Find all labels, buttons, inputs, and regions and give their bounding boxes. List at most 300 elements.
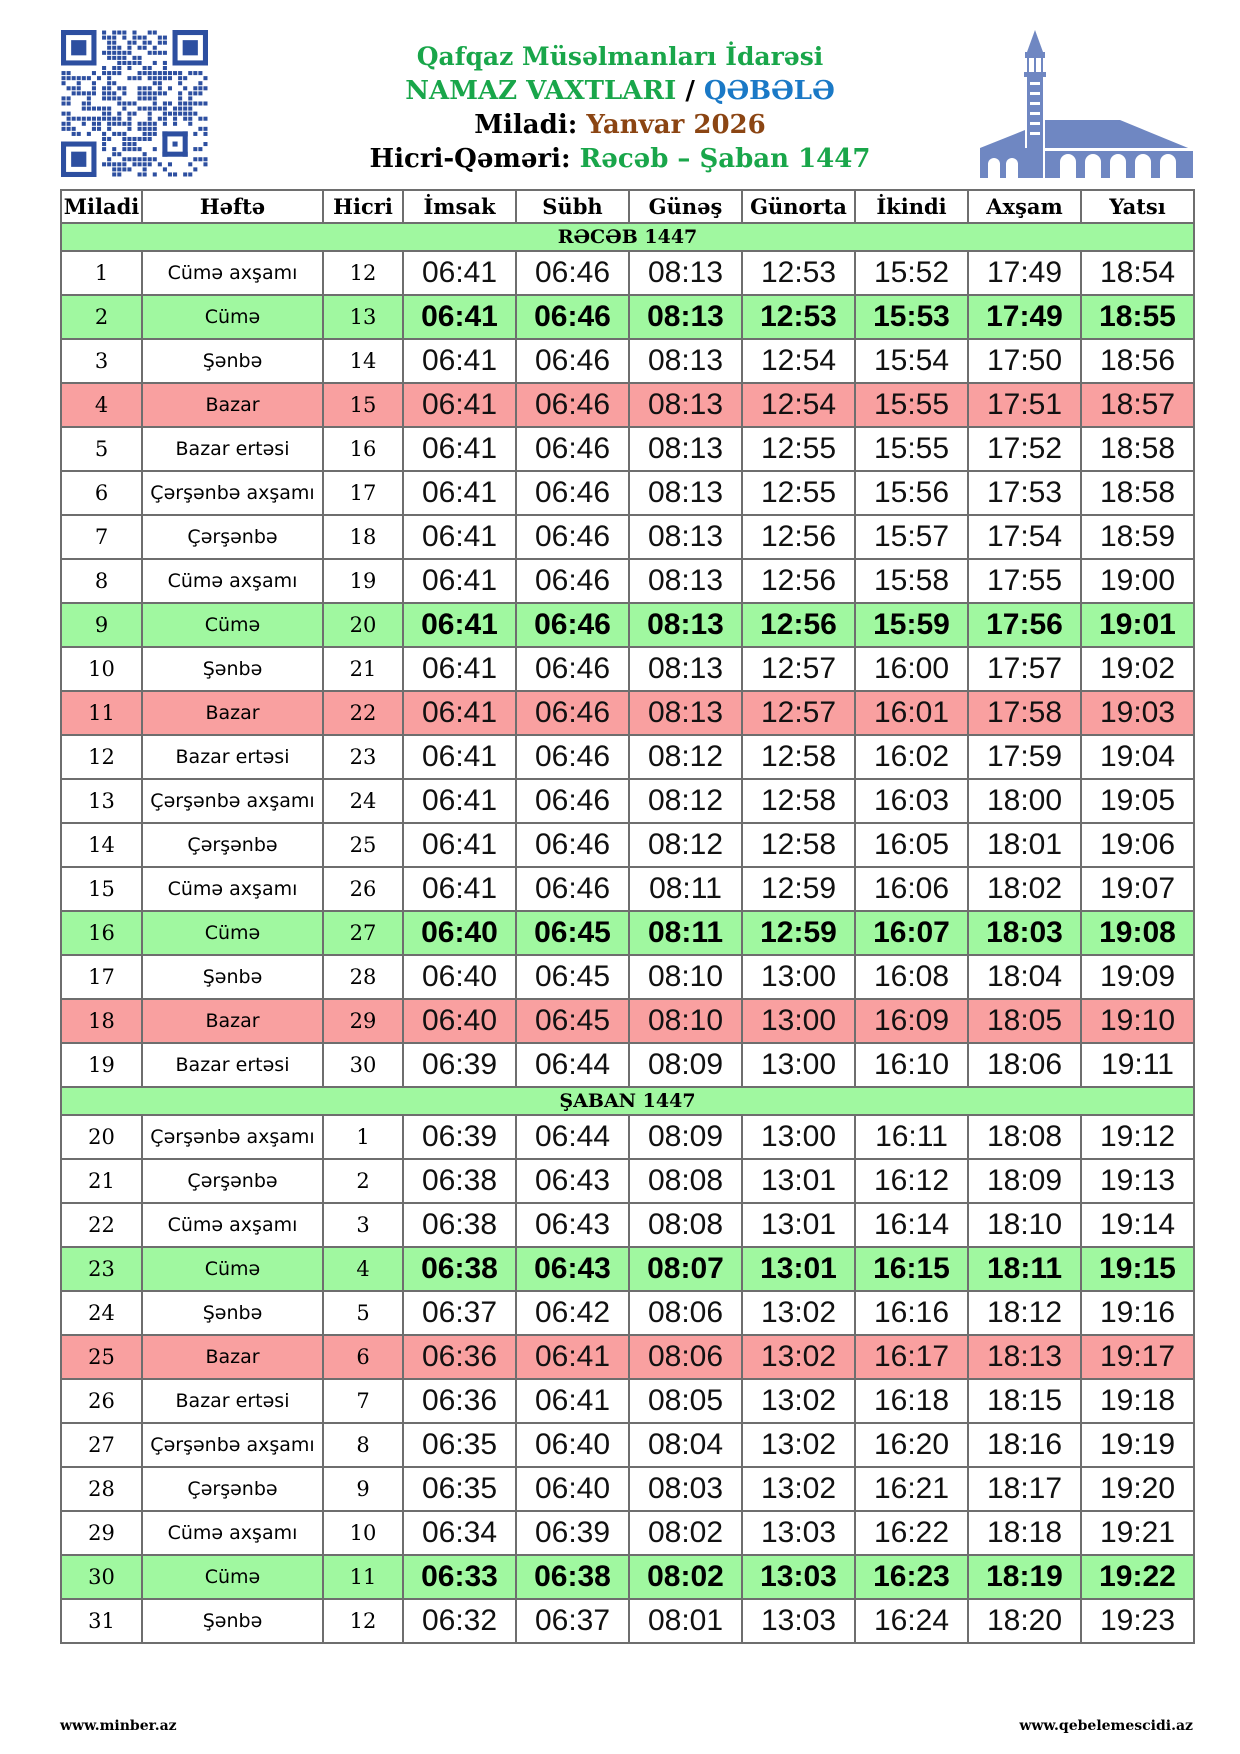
table-header-row [61, 190, 1194, 223]
gregorian-day: 31 [61, 1599, 142, 1643]
weekday: Bazar [142, 691, 323, 735]
imsak-time: 06:35 [403, 1423, 516, 1467]
yatsi-time: 19:00 [1081, 559, 1194, 603]
gunes-time: 08:13 [629, 691, 742, 735]
weekday: Çərşənbə [142, 1467, 323, 1511]
subh-time: 06:46 [516, 647, 629, 691]
axsam-time: 17:55 [968, 559, 1081, 603]
subh-time: 06:41 [516, 1379, 629, 1423]
yatsi-time: 19:06 [1081, 823, 1194, 867]
gunorta-time: 12:56 [742, 559, 855, 603]
gregorian-day: 7 [61, 515, 142, 559]
gregorian-day: 30 [61, 1555, 142, 1599]
axsam-time: 18:03 [968, 911, 1081, 955]
hijri-day: 9 [323, 1467, 403, 1511]
table-row [61, 691, 1194, 735]
axsam-time: 17:56 [968, 603, 1081, 647]
yatsi-time: 18:56 [1081, 339, 1194, 383]
gunorta-time: 12:58 [742, 735, 855, 779]
yatsi-time: 19:21 [1081, 1511, 1194, 1555]
miladi-value: Yanvar 2026 [586, 110, 766, 140]
title-text: NAMAZ VAXTLARI [405, 76, 677, 106]
axsam-time: 18:19 [968, 1555, 1081, 1599]
gregorian-day: 14 [61, 823, 142, 867]
gregorian-day: 22 [61, 1203, 142, 1247]
imsak-time: 06:35 [403, 1467, 516, 1511]
gunes-time: 08:13 [629, 647, 742, 691]
yatsi-time: 19:04 [1081, 735, 1194, 779]
footer-right-link[interactable]: www.qebelemescidi.az [1019, 1718, 1193, 1734]
hijri-month [300, 142, 940, 176]
hijri-day: 4 [323, 1247, 403, 1291]
gunorta-time: 13:02 [742, 1423, 855, 1467]
subh-time: 06:45 [516, 911, 629, 955]
subh-time: 06:39 [516, 1511, 629, 1555]
gunorta-time: 12:54 [742, 339, 855, 383]
gunes-time: 08:11 [629, 867, 742, 911]
ikindi-time: 16:21 [855, 1467, 968, 1511]
hijri-day: 6 [323, 1335, 403, 1379]
gunorta-time: 12:59 [742, 911, 855, 955]
yatsi-time: 18:58 [1081, 427, 1194, 471]
hijri-day: 21 [323, 647, 403, 691]
weekday: Çərşənbə [142, 823, 323, 867]
subh-time: 06:46 [516, 735, 629, 779]
hijri-day: 14 [323, 339, 403, 383]
axsam-time: 18:12 [968, 1291, 1081, 1335]
weekday: Cümə axşamı [142, 1511, 323, 1555]
subh-time: 06:45 [516, 999, 629, 1043]
weekday: Cümə axşamı [142, 559, 323, 603]
weekday: Çərşənbə [142, 515, 323, 559]
table-row [61, 1599, 1194, 1643]
column-header: Günorta [742, 190, 855, 223]
table-row [61, 427, 1194, 471]
table-row [61, 383, 1194, 427]
subh-time: 06:46 [516, 779, 629, 823]
yatsi-time: 19:07 [1081, 867, 1194, 911]
hijri-day: 22 [323, 691, 403, 735]
ikindi-time: 15:58 [855, 559, 968, 603]
gunes-time: 08:11 [629, 911, 742, 955]
subh-time: 06:45 [516, 955, 629, 999]
gregorian-day: 13 [61, 779, 142, 823]
yatsi-time: 19:03 [1081, 691, 1194, 735]
subh-time: 06:46 [516, 823, 629, 867]
table-row [61, 295, 1194, 339]
gunes-time: 08:06 [629, 1291, 742, 1335]
imsak-time: 06:36 [403, 1335, 516, 1379]
prayer-times-table [60, 189, 1195, 1644]
weekday: Bazar ertəsi [142, 735, 323, 779]
yatsi-time: 19:12 [1081, 1115, 1194, 1159]
weekday: Bazar ertəsi [142, 1043, 323, 1087]
imsak-time: 06:41 [403, 691, 516, 735]
table-row [61, 1291, 1194, 1335]
ikindi-time: 16:24 [855, 1599, 968, 1643]
gunorta-time: 12:57 [742, 647, 855, 691]
gunes-time: 08:03 [629, 1467, 742, 1511]
axsam-time: 17:59 [968, 735, 1081, 779]
hijri-day: 8 [323, 1423, 403, 1467]
axsam-time: 17:57 [968, 647, 1081, 691]
subh-time: 06:46 [516, 471, 629, 515]
hijri-day: 5 [323, 1291, 403, 1335]
gregorian-day: 8 [61, 559, 142, 603]
hijri-day: 26 [323, 867, 403, 911]
axsam-time: 17:53 [968, 471, 1081, 515]
table-row [61, 1511, 1194, 1555]
weekday: Şənbə [142, 339, 323, 383]
weekday: Şənbə [142, 1291, 323, 1335]
gunorta-time: 12:54 [742, 383, 855, 427]
gregorian-day: 16 [61, 911, 142, 955]
gunes-time: 08:10 [629, 955, 742, 999]
yatsi-time: 19:05 [1081, 779, 1194, 823]
gregorian-day: 29 [61, 1511, 142, 1555]
ikindi-time: 16:12 [855, 1159, 968, 1203]
table-row [61, 1423, 1194, 1467]
imsak-time: 06:40 [403, 911, 516, 955]
gunorta-time: 13:01 [742, 1159, 855, 1203]
subh-time: 06:41 [516, 1335, 629, 1379]
gunorta-time: 13:02 [742, 1335, 855, 1379]
table-row [61, 955, 1194, 999]
ikindi-time: 16:22 [855, 1511, 968, 1555]
gunorta-time: 12:55 [742, 471, 855, 515]
gunes-time: 08:13 [629, 471, 742, 515]
weekday: Cümə axşamı [142, 251, 323, 295]
axsam-time: 17:49 [968, 251, 1081, 295]
document-title [300, 74, 940, 108]
subh-time: 06:44 [516, 1043, 629, 1087]
subh-time: 06:46 [516, 691, 629, 735]
axsam-time: 17:51 [968, 383, 1081, 427]
miladi-label: Miladi: [474, 110, 578, 140]
gregorian-day: 3 [61, 339, 142, 383]
axsam-time: 18:17 [968, 1467, 1081, 1511]
axsam-time: 18:18 [968, 1511, 1081, 1555]
hijri-day: 1 [323, 1115, 403, 1159]
table-row [61, 471, 1194, 515]
imsak-time: 06:34 [403, 1511, 516, 1555]
gunorta-time: 13:02 [742, 1291, 855, 1335]
axsam-time: 18:00 [968, 779, 1081, 823]
imsak-time: 06:41 [403, 471, 516, 515]
column-header: Sübh [516, 190, 629, 223]
ikindi-time: 16:03 [855, 779, 968, 823]
gregorian-day: 24 [61, 1291, 142, 1335]
gunes-time: 08:12 [629, 779, 742, 823]
subh-time: 06:46 [516, 603, 629, 647]
gunorta-time: 13:00 [742, 955, 855, 999]
gunes-time: 08:10 [629, 999, 742, 1043]
weekday: Çərşənbə axşamı [142, 1115, 323, 1159]
ikindi-time: 16:09 [855, 999, 968, 1043]
weekday: Cümə axşamı [142, 867, 323, 911]
axsam-time: 18:09 [968, 1159, 1081, 1203]
hijri-day: 3 [323, 1203, 403, 1247]
axsam-time: 17:54 [968, 515, 1081, 559]
hijri-day: 18 [323, 515, 403, 559]
ikindi-time: 16:11 [855, 1115, 968, 1159]
imsak-time: 06:41 [403, 383, 516, 427]
axsam-time: 17:49 [968, 295, 1081, 339]
table-row [61, 559, 1194, 603]
hijri-day: 25 [323, 823, 403, 867]
gregorian-day: 2 [61, 295, 142, 339]
gunes-time: 08:05 [629, 1379, 742, 1423]
ikindi-time: 16:16 [855, 1291, 968, 1335]
imsak-time: 06:37 [403, 1291, 516, 1335]
imsak-time: 06:41 [403, 735, 516, 779]
ikindi-time: 16:01 [855, 691, 968, 735]
ikindi-time: 15:55 [855, 427, 968, 471]
imsak-time: 06:38 [403, 1203, 516, 1247]
gunorta-time: 12:53 [742, 295, 855, 339]
month-section-header [61, 223, 1194, 251]
yatsi-time: 18:59 [1081, 515, 1194, 559]
column-header: Günəş [629, 190, 742, 223]
gunorta-time: 13:02 [742, 1467, 855, 1511]
imsak-time: 06:39 [403, 1043, 516, 1087]
axsam-time: 18:08 [968, 1115, 1081, 1159]
imsak-time: 06:40 [403, 999, 516, 1043]
gunorta-time: 12:56 [742, 515, 855, 559]
weekday: Çərşənbə [142, 1159, 323, 1203]
gunorta-time: 12:59 [742, 867, 855, 911]
axsam-time: 18:10 [968, 1203, 1081, 1247]
axsam-time: 17:50 [968, 339, 1081, 383]
weekday: Bazar [142, 383, 323, 427]
table-row [61, 1203, 1194, 1247]
hijri-day: 19 [323, 559, 403, 603]
table-row [61, 339, 1194, 383]
ikindi-time: 16:23 [855, 1555, 968, 1599]
hijri-day: 7 [323, 1379, 403, 1423]
column-header: Axşam [968, 190, 1081, 223]
subh-time: 06:46 [516, 867, 629, 911]
imsak-time: 06:33 [403, 1555, 516, 1599]
gunes-time: 08:02 [629, 1511, 742, 1555]
gunes-time: 08:08 [629, 1159, 742, 1203]
gregorian-day: 21 [61, 1159, 142, 1203]
table-row [61, 647, 1194, 691]
subh-time: 06:43 [516, 1159, 629, 1203]
subh-time: 06:44 [516, 1115, 629, 1159]
axsam-time: 18:15 [968, 1379, 1081, 1423]
table-row [61, 1467, 1194, 1511]
yatsi-time: 19:11 [1081, 1043, 1194, 1087]
hijri-day: 10 [323, 1511, 403, 1555]
gunorta-time: 13:02 [742, 1379, 855, 1423]
subh-time: 06:46 [516, 383, 629, 427]
gregorian-day: 10 [61, 647, 142, 691]
table-row [61, 1043, 1194, 1087]
gregorian-day: 26 [61, 1379, 142, 1423]
imsak-time: 06:41 [403, 339, 516, 383]
mosque-logo-icon [980, 30, 1193, 178]
gunes-time: 08:13 [629, 251, 742, 295]
subh-time: 06:46 [516, 295, 629, 339]
table-row [61, 1247, 1194, 1291]
month-section-header [61, 1087, 1194, 1115]
axsam-time: 17:58 [968, 691, 1081, 735]
ikindi-time: 16:17 [855, 1335, 968, 1379]
yatsi-time: 18:55 [1081, 295, 1194, 339]
hijri-day: 28 [323, 955, 403, 999]
hijri-day: 12 [323, 1599, 403, 1643]
table-row [61, 823, 1194, 867]
gunes-time: 08:06 [629, 1335, 742, 1379]
weekday: Cümə [142, 295, 323, 339]
gunes-time: 08:13 [629, 515, 742, 559]
yatsi-time: 19:22 [1081, 1555, 1194, 1599]
gunes-time: 08:08 [629, 1203, 742, 1247]
subh-time: 06:43 [516, 1247, 629, 1291]
gregorian-day: 23 [61, 1247, 142, 1291]
axsam-time: 18:02 [968, 867, 1081, 911]
footer-left-link[interactable]: www.minber.az [60, 1718, 177, 1734]
subh-time: 06:38 [516, 1555, 629, 1599]
imsak-time: 06:38 [403, 1247, 516, 1291]
gregorian-day: 27 [61, 1423, 142, 1467]
gregorian-day: 28 [61, 1467, 142, 1511]
gunes-time: 08:13 [629, 339, 742, 383]
gunes-time: 08:02 [629, 1555, 742, 1599]
gunes-time: 08:04 [629, 1423, 742, 1467]
ikindi-time: 15:52 [855, 251, 968, 295]
gunes-time: 08:09 [629, 1043, 742, 1087]
axsam-time: 18:05 [968, 999, 1081, 1043]
table-row [61, 735, 1194, 779]
hijri-day: 23 [323, 735, 403, 779]
yatsi-time: 19:08 [1081, 911, 1194, 955]
ikindi-time: 15:56 [855, 471, 968, 515]
table-row [61, 1555, 1194, 1599]
ikindi-time: 15:53 [855, 295, 968, 339]
gunes-time: 08:12 [629, 823, 742, 867]
hijri-day: 27 [323, 911, 403, 955]
axsam-time: 17:52 [968, 427, 1081, 471]
hicri-value: Rəcəb – Şaban 1447 [579, 144, 871, 174]
table-row [61, 779, 1194, 823]
subh-time: 06:40 [516, 1423, 629, 1467]
gregorian-day: 15 [61, 867, 142, 911]
hijri-day: 13 [323, 295, 403, 339]
imsak-time: 06:40 [403, 955, 516, 999]
table-row [61, 251, 1194, 295]
imsak-time: 06:41 [403, 603, 516, 647]
axsam-time: 18:04 [968, 955, 1081, 999]
ikindi-time: 16:20 [855, 1423, 968, 1467]
axsam-time: 18:06 [968, 1043, 1081, 1087]
weekday: Bazar [142, 999, 323, 1043]
weekday: Şənbə [142, 1599, 323, 1643]
weekday: Çərşənbə axşamı [142, 471, 323, 515]
gregorian-day: 1 [61, 251, 142, 295]
qr-code[interactable] [60, 30, 209, 177]
table-row [61, 1379, 1194, 1423]
gunes-time: 08:12 [629, 735, 742, 779]
hijri-day: 30 [323, 1043, 403, 1087]
gunes-time: 08:13 [629, 427, 742, 471]
weekday: Bazar [142, 1335, 323, 1379]
table-row [61, 911, 1194, 955]
yatsi-time: 18:54 [1081, 251, 1194, 295]
yatsi-time: 19:09 [1081, 955, 1194, 999]
hijri-day: 12 [323, 251, 403, 295]
yatsi-time: 19:13 [1081, 1159, 1194, 1203]
imsak-time: 06:39 [403, 1115, 516, 1159]
gunorta-time: 13:00 [742, 999, 855, 1043]
yatsi-time: 18:58 [1081, 471, 1194, 515]
yatsi-time: 19:10 [1081, 999, 1194, 1043]
ikindi-time: 15:55 [855, 383, 968, 427]
ikindi-time: 15:59 [855, 603, 968, 647]
axsam-time: 18:13 [968, 1335, 1081, 1379]
ikindi-time: 15:57 [855, 515, 968, 559]
subh-time: 06:42 [516, 1291, 629, 1335]
table-row [61, 603, 1194, 647]
imsak-time: 06:41 [403, 295, 516, 339]
gunorta-time: 13:00 [742, 1115, 855, 1159]
table-row [61, 999, 1194, 1043]
ikindi-time: 15:54 [855, 339, 968, 383]
gregorian-day: 6 [61, 471, 142, 515]
gregorian-day: 5 [61, 427, 142, 471]
ikindi-time: 16:06 [855, 867, 968, 911]
column-header: İkindi [855, 190, 968, 223]
weekday: Cümə [142, 603, 323, 647]
gunes-time: 08:09 [629, 1115, 742, 1159]
ikindi-time: 16:05 [855, 823, 968, 867]
axsam-time: 18:11 [968, 1247, 1081, 1291]
weekday: Cümə [142, 1247, 323, 1291]
weekday: Şənbə [142, 647, 323, 691]
gunes-time: 08:13 [629, 383, 742, 427]
gunorta-time: 13:01 [742, 1247, 855, 1291]
subh-time: 06:37 [516, 1599, 629, 1643]
gunes-time: 08:13 [629, 603, 742, 647]
ikindi-time: 16:18 [855, 1379, 968, 1423]
subh-time: 06:46 [516, 515, 629, 559]
gunes-time: 08:01 [629, 1599, 742, 1643]
yatsi-time: 19:17 [1081, 1335, 1194, 1379]
axsam-time: 18:16 [968, 1423, 1081, 1467]
imsak-time: 06:38 [403, 1159, 516, 1203]
axsam-time: 18:20 [968, 1599, 1081, 1643]
imsak-time: 06:41 [403, 647, 516, 691]
hijri-day: 17 [323, 471, 403, 515]
imsak-time: 06:41 [403, 515, 516, 559]
yatsi-time: 19:16 [1081, 1291, 1194, 1335]
yatsi-time: 19:15 [1081, 1247, 1194, 1291]
yatsi-time: 19:18 [1081, 1379, 1194, 1423]
gunorta-time: 12:57 [742, 691, 855, 735]
organization-name: Qafqaz Müsəlmanları İdarəsi [416, 42, 824, 71]
gregorian-month [300, 108, 940, 142]
ikindi-time: 16:14 [855, 1203, 968, 1247]
ikindi-time: 16:08 [855, 955, 968, 999]
imsak-time: 06:41 [403, 779, 516, 823]
yatsi-time: 19:20 [1081, 1467, 1194, 1511]
subh-time: 06:43 [516, 1203, 629, 1247]
subh-time: 06:46 [516, 251, 629, 295]
gunes-time: 08:13 [629, 559, 742, 603]
table-row [61, 515, 1194, 559]
yatsi-time: 19:14 [1081, 1203, 1194, 1247]
